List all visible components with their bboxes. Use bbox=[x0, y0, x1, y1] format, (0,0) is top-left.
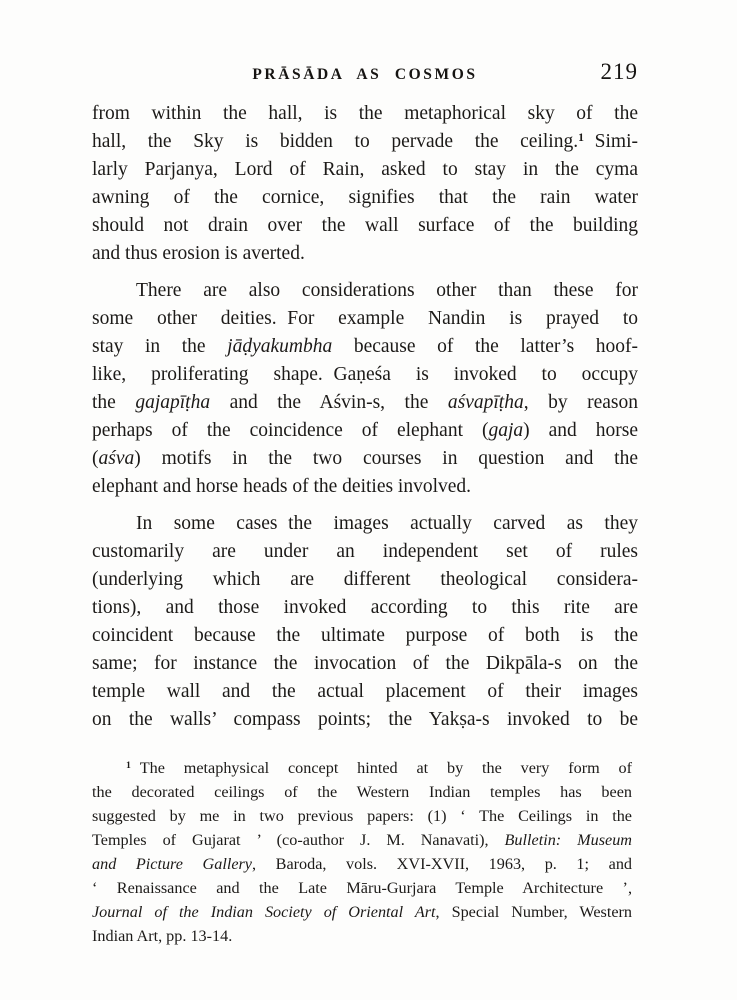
text-line bbox=[92, 780, 632, 804]
text-line bbox=[92, 804, 632, 828]
text-segment: and Picture Gallery bbox=[92, 855, 252, 873]
text-segment: and the Aśvin-s, the bbox=[210, 392, 448, 413]
running-header bbox=[92, 61, 638, 87]
text-line bbox=[92, 678, 638, 706]
text-line bbox=[92, 156, 638, 184]
paragraph bbox=[92, 510, 638, 734]
footnote-marker: 1 bbox=[126, 760, 131, 772]
text-line bbox=[92, 277, 638, 305]
text-line bbox=[92, 100, 638, 128]
text-segment: on the walls’ compass points; the Yakṣa-s invoked to be bbox=[92, 709, 638, 730]
text-line bbox=[92, 900, 632, 924]
text-line bbox=[92, 828, 632, 852]
text-segment: customarily are under an independent set of rules bbox=[92, 541, 638, 562]
text-line bbox=[92, 622, 638, 650]
text-segment: The metaphysical concept hinted at by the very form of bbox=[139, 759, 632, 777]
text-segment: ) motifs in the two courses in question and the bbox=[134, 448, 638, 469]
text-segment: stay in the bbox=[92, 336, 228, 357]
text-line bbox=[92, 510, 638, 538]
paragraph bbox=[92, 100, 638, 268]
text-line bbox=[92, 924, 632, 948]
text-segment: Simi- bbox=[594, 131, 638, 152]
page-title: PRĀSĀDA AS COSMOS bbox=[252, 66, 478, 83]
text-segment: aśva bbox=[98, 448, 135, 469]
text-segment: the bbox=[92, 392, 136, 413]
page-number: 219 bbox=[600, 59, 638, 84]
text-segment: the decorated ceilings of the Western Indian temples has been bbox=[92, 783, 632, 801]
text-segment: perhaps of the coincidence of elephant ( bbox=[92, 420, 489, 441]
text-line bbox=[92, 361, 638, 389]
text-segment: Bulletin: Museum bbox=[504, 831, 632, 849]
text-segment: awning of the cornice, signifies that the rain water bbox=[92, 187, 638, 208]
text-segment: hall, the Sky is bidden to pervade the ceiling. bbox=[92, 131, 579, 152]
text-line bbox=[92, 128, 638, 156]
paragraph bbox=[92, 756, 632, 948]
text-segment: ) and horse bbox=[523, 420, 638, 441]
text-segment: Temples of Gujarat ’ (co-author J. M. Nanavati), bbox=[92, 831, 505, 849]
text-line bbox=[92, 305, 638, 333]
footnote bbox=[92, 756, 632, 948]
text-line bbox=[92, 852, 632, 876]
text-segment: There are also considerations other than these for bbox=[136, 280, 638, 301]
text-segment: like, proliferating shape. bbox=[92, 364, 323, 385]
text-segment: should not drain over the wall surface of the building bbox=[92, 215, 638, 236]
text-segment: and thus erosion is averted. bbox=[92, 243, 305, 264]
text-segment: from within the hall, is the metaphorical sky of the bbox=[92, 103, 638, 124]
text-segment: gajapīṭha bbox=[135, 392, 211, 413]
text-segment: gaja bbox=[488, 420, 524, 441]
text-segment: , by reason bbox=[523, 392, 638, 413]
text-segment: , Baroda, vols. XVI-XVII, 1963, p. 1; and bbox=[252, 855, 633, 873]
text-segment: Journal of the Indian Society of Oriental Art bbox=[92, 903, 436, 921]
text-line bbox=[92, 876, 632, 900]
text-line bbox=[92, 594, 638, 622]
text-segment: Gaṇeśa is invoked to occupy bbox=[333, 364, 638, 385]
text-line bbox=[92, 538, 638, 566]
text-line bbox=[92, 756, 632, 780]
text-segment: elephant and horse heads of the deities involved. bbox=[92, 476, 472, 497]
text-segment: jāḍyakumbha bbox=[227, 336, 333, 357]
body-text bbox=[92, 100, 638, 734]
text-segment: because of the latter’s hoof- bbox=[332, 336, 638, 357]
text-segment: temple wall and the actual placement of their images bbox=[92, 681, 638, 702]
paragraph bbox=[92, 277, 638, 501]
text-segment: ‘ Renaissance and the Late Māru-Gurjara Temple Architecture ’, bbox=[92, 879, 632, 897]
text-line bbox=[92, 333, 638, 361]
text-segment: same; for instance the invocation of the Dikpāla-s on the bbox=[92, 653, 638, 674]
footnote-marker: 1 bbox=[578, 131, 584, 145]
text-line bbox=[92, 389, 638, 417]
text-segment: coincident because the ultimate purpose of both is the bbox=[92, 625, 638, 646]
text-segment: For example Nandin is prayed to bbox=[287, 308, 638, 329]
text-line bbox=[92, 184, 638, 212]
text-line bbox=[92, 650, 638, 678]
text-segment: aśvapīṭha bbox=[447, 392, 524, 413]
text-segment: tions), and those invoked according to this rite are bbox=[92, 597, 638, 618]
text-segment: the images actually carved as they bbox=[288, 513, 638, 534]
text-line bbox=[92, 240, 638, 268]
text-line bbox=[92, 445, 638, 473]
text-segment: Indian Art, pp. 13-14. bbox=[92, 927, 233, 945]
text-segment: In some cases bbox=[136, 513, 278, 534]
text-segment: (underlying which are different theological considera- bbox=[92, 569, 638, 590]
text-segment: , Special Number, Western bbox=[435, 903, 632, 921]
text-segment: larly Parjanya, Lord of Rain, asked to stay in the cyma bbox=[92, 159, 638, 180]
text-line bbox=[92, 473, 638, 501]
text-line bbox=[92, 706, 638, 734]
text-line bbox=[92, 417, 638, 445]
text-line bbox=[92, 566, 638, 594]
text-line bbox=[92, 212, 638, 240]
text-segment: some other deities. bbox=[92, 308, 277, 329]
text-segment: ( bbox=[92, 448, 99, 469]
text-segment: suggested by me in two previous papers: (1) ‘ The Ceilings in the bbox=[92, 807, 632, 825]
